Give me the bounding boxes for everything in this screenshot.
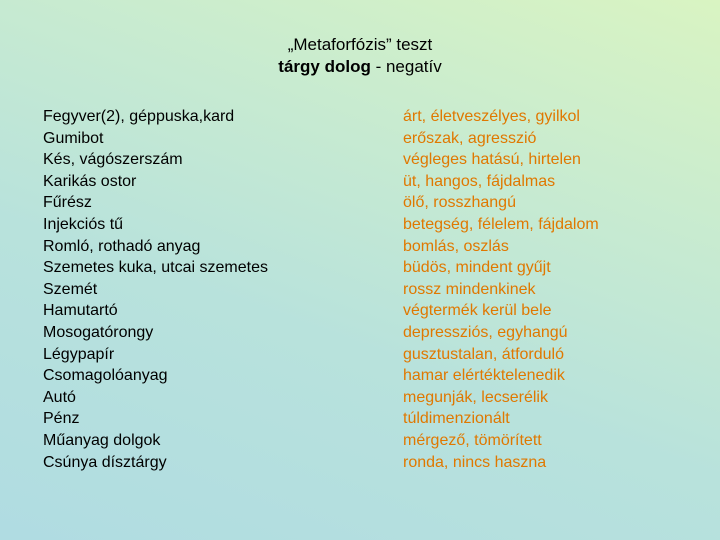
association-item: üt, hangos, fájdalmas [403, 172, 556, 190]
object-item: Gumibot [43, 129, 104, 147]
association-item: depressziós, egyhangú [403, 323, 568, 341]
object-item: Romló, rothadó anyag [43, 237, 201, 255]
association-item: hamar elértéktelenedik [403, 367, 565, 385]
object-item: Hamutartó [43, 302, 118, 320]
object-item: Autó [43, 388, 76, 406]
object-item: Légypapír [43, 345, 115, 363]
association-item: betegség, félelem, fájdalom [403, 215, 599, 233]
title-qualifier: - negatív [370, 57, 442, 76]
association-item: erőszak, agresszió [403, 129, 537, 147]
association-item: végleges hatású, hirtelen [403, 151, 581, 169]
association-item: gusztustalan, átforduló [403, 345, 564, 363]
association-item: ölő, rosszhangú [403, 194, 516, 212]
object-item: Csúnya dísztárgy [43, 453, 167, 471]
association-item: mérgező, tömörített [403, 431, 542, 449]
object-item: Műanyag dolgok [43, 431, 161, 449]
title-category: tárgy dolog [278, 57, 371, 76]
object-item: Szemetes kuka, utcai szemetes [43, 259, 268, 277]
object-item: Fűrész [43, 194, 92, 212]
association-item: végtermék kerül bele [403, 302, 552, 320]
slide-title [0, 34, 720, 78]
association-item: bomlás, oszlás [403, 237, 509, 255]
object-item: Mosogatórongy [43, 323, 154, 341]
object-item: Csomagolóanyag [43, 367, 168, 385]
association-item: büdös, mindent gyűjt [403, 259, 551, 277]
objects-list [43, 106, 268, 473]
object-item: Karikás ostor [43, 172, 137, 190]
association-item: megunják, lecserélik [403, 388, 548, 406]
object-item: Fegyver(2), géppuska,kard [43, 108, 235, 125]
object-item: Pénz [43, 410, 80, 428]
association-item: túldimenzionált [403, 410, 510, 428]
title-line-2 [0, 56, 720, 78]
association-item: árt, életveszélyes, gyilkol [403, 108, 580, 125]
title-line-1: „Metaforfózis” teszt [287, 35, 433, 54]
object-item: Szemét [43, 280, 98, 298]
object-item: Injekciós tű [43, 215, 124, 233]
association-item: rossz mindenkinek [403, 280, 536, 298]
object-item: Kés, vágószerszám [43, 151, 183, 169]
associations-list [403, 106, 599, 473]
association-item: ronda, nincs haszna [403, 453, 547, 471]
